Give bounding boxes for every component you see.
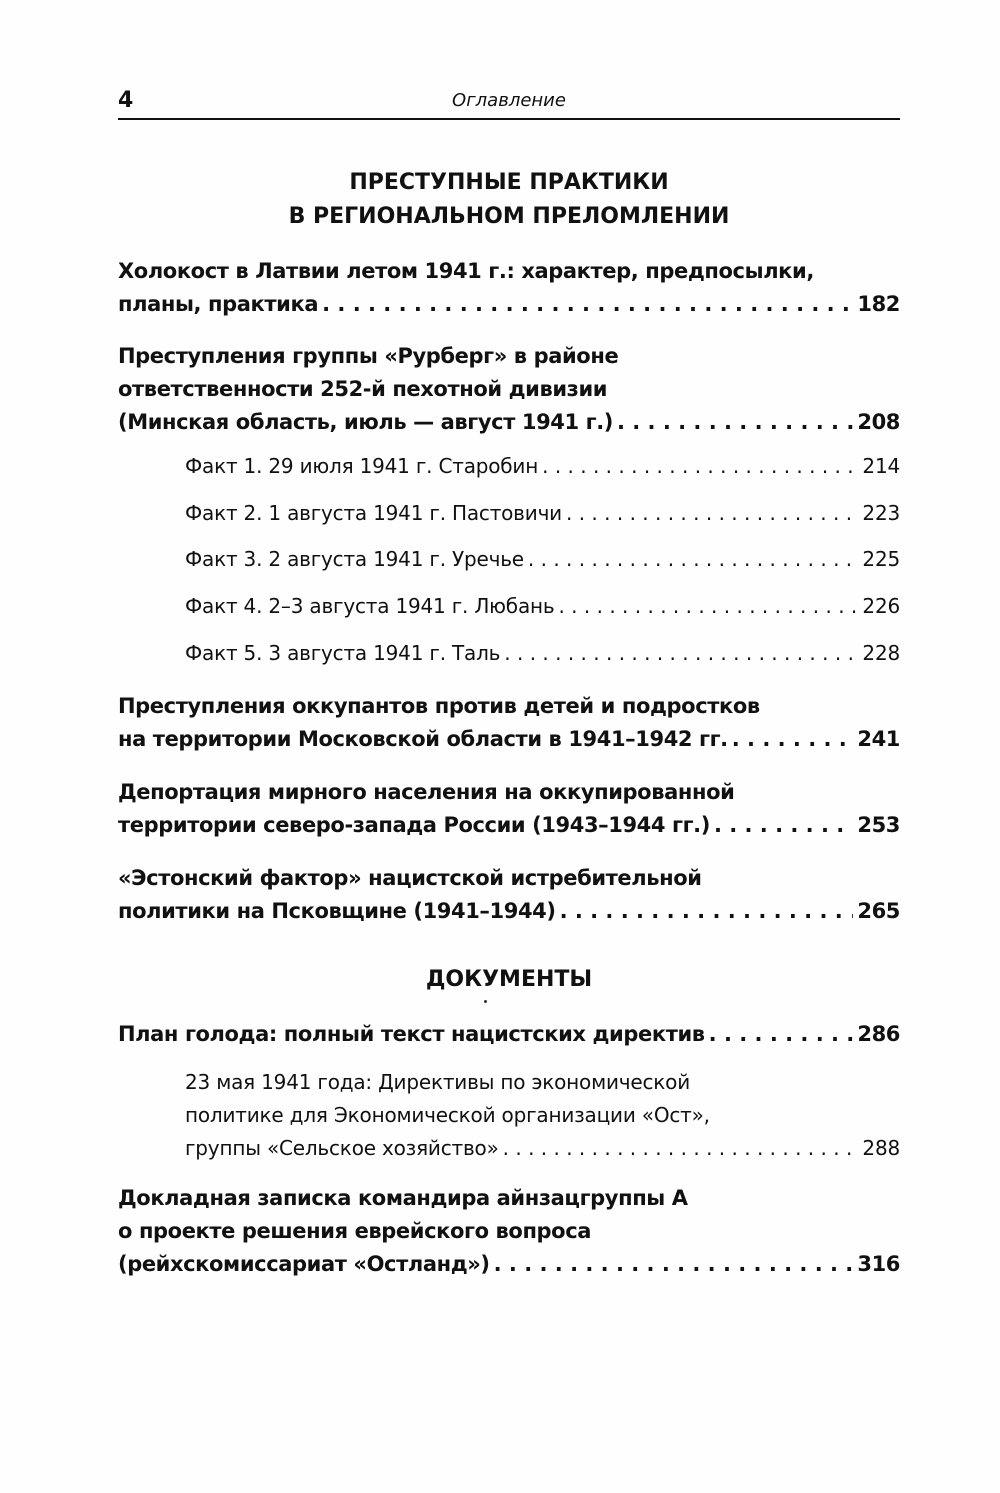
toc-entry-line: Докладная записка командира айнзацгруппы А [118, 1186, 688, 1210]
section-title-line: ДОКУМЕНТЫ [425, 967, 593, 992]
dot-leader [732, 723, 854, 756]
toc-page-number: 288 [862, 1136, 900, 1160]
dot-leader [560, 895, 854, 928]
toc-entry[interactable] [118, 340, 900, 439]
toc-entry-line: Преступления оккупантов против детей и подростков [118, 694, 760, 718]
toc-entry[interactable] [118, 862, 900, 928]
dot-leader [566, 497, 858, 530]
toc-page-number: 208 [857, 410, 900, 434]
dot-leader [494, 1248, 854, 1281]
toc-entry-line: Депортация мирного населения на оккупированной [118, 780, 735, 804]
toc-page-number: 316 [857, 1252, 900, 1276]
toc-page-number: 286 [857, 1022, 900, 1046]
dot-leader [617, 406, 853, 439]
toc-entry-line: о проекте решения еврейского вопроса [118, 1219, 592, 1243]
toc-subentry[interactable] [185, 590, 900, 623]
section-title [118, 963, 900, 997]
toc-entry-title: политики на Псковщине (1941–1944) [118, 899, 556, 923]
section-title-line: В РЕГИОНАЛЬНОМ ПРЕЛОМЛЕНИИ [288, 204, 730, 229]
toc-entry-title: Факт 1. 29 июля 1941 г. Старобин [185, 454, 539, 478]
toc-page-number: 241 [857, 727, 900, 751]
toc-entry[interactable] [118, 776, 900, 842]
dot-leader [322, 288, 853, 321]
dot-leader [504, 637, 858, 670]
print-speck [484, 1000, 487, 1003]
toc-subentry[interactable] [185, 497, 900, 530]
toc-page-number: 214 [862, 454, 900, 478]
dot-leader [503, 1132, 859, 1165]
toc-entry-title: (рейхскомиссариат «Остланд») [118, 1252, 490, 1276]
toc-entry-title: Факт 4. 2–3 августа 1941 г. Любань [185, 594, 555, 618]
running-title: Оглавление [452, 90, 566, 111]
dot-leader [714, 809, 853, 842]
toc-entry-line: политике для Экономической организации «Ост», [185, 1103, 710, 1127]
toc-page-number: 228 [862, 641, 900, 665]
toc-entry[interactable] [118, 690, 900, 756]
dot-leader [558, 590, 858, 623]
toc-subentry[interactable] [185, 450, 900, 483]
toc-page-number: 223 [862, 501, 900, 525]
toc-page-number: 253 [857, 813, 900, 837]
toc-entry-title: на территории Московской области в 1941–1942 гг. [118, 727, 728, 751]
toc-entry-line: 23 мая 1941 года: Директивы по экономической [185, 1070, 690, 1094]
toc-entry-line: Холокост в Латвии летом 1941 г.: характер, предпосылки, [118, 259, 814, 283]
toc-entry-line: ответственности 252-й пехотной дивизии [118, 377, 608, 401]
dot-leader [709, 1018, 854, 1051]
section-title [118, 166, 900, 234]
toc-entry-title: Факт 5. 3 августа 1941 г. Таль [185, 641, 501, 665]
toc-entry[interactable] [118, 255, 900, 321]
toc-entry[interactable] [118, 1182, 900, 1281]
toc-entry[interactable] [118, 1018, 900, 1051]
toc-subentry[interactable] [185, 543, 900, 576]
dot-leader [528, 543, 859, 576]
toc-entry-title: группы «Сельское хозяйство» [185, 1136, 499, 1160]
toc-page-number: 226 [862, 594, 900, 618]
toc-entry-title: План голода: полный текст нацистских директив [118, 1022, 705, 1046]
toc-entry-title: (Минская область, июль — август 1941 г.) [118, 410, 613, 434]
page-header [118, 84, 900, 120]
toc-entry-title: планы, практика [118, 292, 319, 316]
toc-subentry[interactable] [185, 1066, 900, 1165]
dot-leader [542, 450, 858, 483]
toc-entry-line: «Эстонский фактор» нацистской истребительной [118, 866, 702, 890]
toc-page-number: 225 [862, 547, 900, 571]
section-title-line: ПРЕСТУПНЫЕ ПРАКТИКИ [349, 170, 669, 195]
toc-entry-title: Факт 2. 1 августа 1941 г. Пастовичи [185, 501, 562, 525]
toc-entry-title: территории северо-запада России (1943–1944 гг.) [118, 813, 710, 837]
toc-subentry[interactable] [185, 637, 900, 670]
toc-page-number: 265 [857, 899, 900, 923]
toc-entry-line: Преступления группы «Рурберг» в районе [118, 344, 619, 368]
toc-page-number: 182 [857, 292, 900, 316]
toc-entry-title: Факт 3. 2 августа 1941 г. Уречье [185, 547, 524, 571]
page-number: 4 [118, 88, 134, 113]
